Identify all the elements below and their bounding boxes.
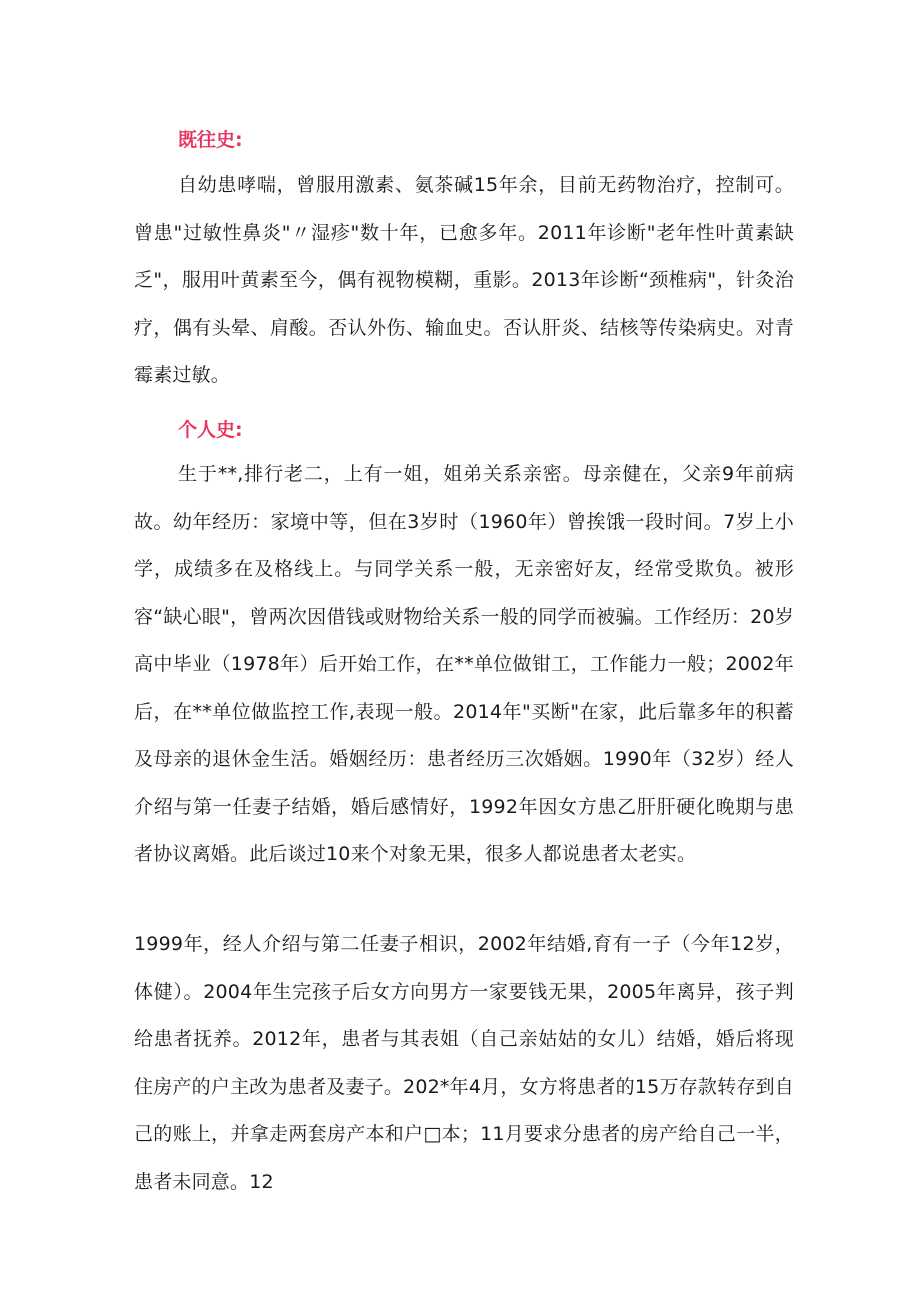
paragraph-personal-history-2: 1999年，经人介绍与第二任妻子相识，2002年结婚,育有一子（今年12岁，体健）。2004年生完孩子后女方向男方一家要钱无果，2005年离异，孩子判给患者抚养。2012年，患者与其表姐（自己亲姑姑的女儿）结婚，婚后将现住房产的户主改为患者及妻子。202*年4月，女方将患者的15万存款转存到自己的账上，并拿走两套房产本和户□本；11月要求分患者的房产给自己一半，患者未同意。12 — [134, 933, 794, 1193]
section-heading-past-history: 既往史: — [178, 129, 243, 151]
paragraph-past-history: 自幼患哮喘，曾服用激素、氨茶碱15年余，目前无药物治疗，控制可。曾患"过敏性鼻炎"〃湿疹"数十年，已愈多年。2011年诊断"老年性叶黄素缺乏"，服用叶黄素至今，偶有视物模糊，重影。2013年诊断“颈椎病"，针灸治疗，偶有头晕、肩酸。否认外伤、输血史。否认肝炎、结核等传染病史。对青霉素过敏。 — [134, 174, 794, 386]
paragraph-personal-history-1: 生于**,排行老二，上有一姐，姐弟关系亲密。母亲健在，父亲9年前病故。幼年经历：家境中等，但在3岁时（1960年）曾挨饿一段时间。7岁上小学，成绩多在及格线上。与同学关系一般，无亲密好友，经常受欺负。被形容“缺心眼"，曾两次因借钱或财物给关系一般的同学而被骗。工作经历：20岁高中毕业（1978年）后开始工作，在**单位做钳工，工作能力一般；2002年后，在**单位做监控工作,表现一般。2014年"买断"在家，此后靠多年的积蓄及母亲的退休金生活。婚姻经历：患者经历三次婚姻。1990年（32岁）经人介绍与第一任妻子结婚，婚后感情好，1992年因女方患乙肝肝硬化晚期与患者协议离婚。此后谈过10来个对象无果，很多人都说患者太老实。 — [134, 463, 794, 865]
section-heading-personal-history: 个人史: — [178, 419, 243, 441]
